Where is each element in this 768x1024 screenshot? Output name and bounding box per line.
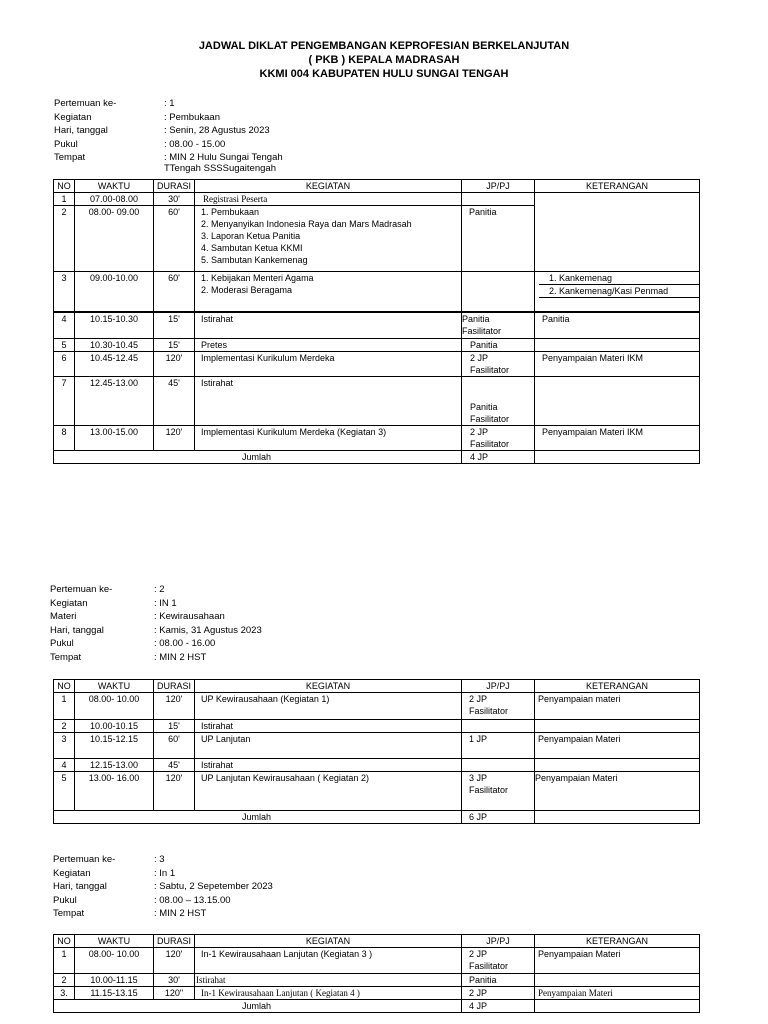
cell-keterangan — [535, 339, 700, 352]
cell-keterangan: Penyampaian Materi IKM — [535, 352, 700, 377]
cell-jp: 1 JP — [462, 733, 535, 759]
info-value: : Kewirausahaan — [154, 611, 225, 622]
cell-durasi: 15' — [154, 720, 195, 733]
col-no: NO — [54, 935, 75, 948]
table-row — [54, 987, 700, 1000]
table-row — [54, 759, 700, 772]
info-label: Materi — [50, 611, 77, 622]
total-value: 6 JP — [462, 811, 535, 824]
cell-kegiatan: 1. Kebijakan Menteri Agama 2. Moderasi Beragama — [195, 272, 462, 312]
cell-keterangan — [535, 720, 700, 733]
cell-durasi: 120' — [154, 426, 195, 451]
cell-durasi: 120' — [154, 693, 195, 720]
cell-no: 5 — [54, 339, 75, 352]
cell-keterangan — [535, 1000, 700, 1013]
cell-kegiatan: In-1 Kewirausahaan Lanjutan ( Kegiatan 4 ) — [195, 987, 462, 1000]
table-total-row — [54, 811, 700, 824]
cell-keterangan: Penyampaian Materi — [535, 987, 700, 1000]
cell-durasi: 120" — [154, 987, 195, 1000]
cell-waktu: 12.45-13.00 — [75, 377, 154, 426]
cell-jp: Panitia Fasilitator — [462, 377, 535, 426]
table-row — [54, 974, 700, 987]
table-row — [54, 193, 700, 206]
info-label — [54, 162, 164, 176]
cell-kegiatan: Istirahat — [195, 377, 462, 426]
info-label: Tempat — [53, 908, 85, 919]
info-label: Hari, tanggal — [53, 881, 107, 892]
table-header-row — [54, 180, 700, 193]
session3-table — [53, 934, 700, 1013]
cell-jp: 2 JP — [462, 987, 535, 1000]
total-value: 4 JP — [462, 1000, 535, 1013]
cell-jp — [462, 720, 535, 733]
cell-no: 2 — [54, 206, 75, 272]
cell-waktu: 08.00- 10.00 — [75, 948, 154, 974]
info-value: : IN 1 — [154, 597, 177, 609]
cell-kegiatan: Istirahat — [195, 312, 462, 339]
cell-keterangan — [535, 193, 700, 272]
cell-durasi: 30' — [154, 193, 195, 206]
cell-keterangan — [535, 974, 700, 987]
cell-durasi: 60' — [154, 272, 195, 312]
cell-no: 4 — [54, 759, 75, 772]
cell-keterangan — [535, 451, 700, 464]
cell-no: 1 — [54, 693, 75, 720]
col-kegiatan: KEGIATAN — [195, 935, 462, 948]
info-label: Hari, tanggal — [54, 125, 108, 136]
cell-keterangan: Penyampaian materi — [535, 693, 700, 720]
col-kegiatan: KEGIATAN — [195, 180, 462, 193]
info-label: Pertemuan ke- — [54, 98, 117, 109]
cell-kegiatan: UP Lanjutan — [195, 733, 462, 759]
cell-durasi: 45' — [154, 377, 195, 426]
keterangan-item: 2. Kankemenag/Kasi Penmad — [539, 285, 699, 298]
info-label: Pukul — [50, 638, 74, 649]
cell-durasi: 45' — [154, 759, 195, 772]
info-value: : MIN 2 HST — [154, 651, 207, 663]
col-jp: JP/PJ — [462, 180, 535, 193]
info-value: : MIN 2 Hulu Sungai Tengah — [164, 152, 283, 163]
cell-jp: 2 JP Fasilitator — [462, 948, 535, 974]
session2-table — [53, 679, 700, 824]
col-durasi: DURASI — [154, 935, 195, 948]
cell-waktu: 10.30-10.45 — [75, 339, 154, 352]
col-no: NO — [54, 680, 75, 693]
cell-no: 5 — [54, 772, 75, 811]
info-value: : MIN 2 HST — [154, 908, 207, 919]
cell-kegiatan: Implementasi Kurikulum Merdeka (Kegiatan 3) — [195, 426, 462, 451]
info-value: : 08.00 - 15.00 — [164, 138, 226, 150]
info-label: Tempat — [50, 651, 82, 663]
info-value: : 08.00 – 13.15.00 — [154, 894, 231, 906]
cell-no: 7 — [54, 377, 75, 426]
cell-jp: 3 JP Fasilitator — [462, 772, 535, 811]
cell-waktu: 08.00- 09.00 — [75, 206, 154, 272]
table-header-row — [54, 935, 700, 948]
cell-no: 2 — [54, 974, 75, 987]
cell-kegiatan: Implementasi Kurikulum Merdeka — [195, 352, 462, 377]
table-row — [54, 339, 700, 352]
col-no: NO — [54, 180, 75, 193]
info-value: : In 1 — [154, 867, 176, 879]
cell-no: 2 — [54, 720, 75, 733]
cell-no: 1 — [54, 193, 75, 206]
table-row — [54, 312, 700, 339]
cell-jp — [462, 193, 535, 206]
col-keterangan: KETERANGAN — [535, 180, 700, 193]
cell-waktu: 11.15-13.15 — [75, 987, 154, 1000]
cell-keterangan: Penyampaian Materi IKM — [535, 426, 700, 451]
col-keterangan: KETERANGAN — [535, 935, 700, 948]
cell-durasi: 60' — [154, 206, 195, 272]
cell-keterangan: Panitia — [535, 312, 700, 339]
cell-no: 8 — [54, 426, 75, 451]
cell-no: 3. — [54, 987, 75, 1000]
cell-no: 4 — [54, 312, 75, 339]
table-header-row — [54, 680, 700, 693]
col-jp: JP/PJ — [462, 935, 535, 948]
cell-waktu: 12.15-13.00 — [75, 759, 154, 772]
cell-jp: 2 JP Fasilitator — [462, 426, 535, 451]
cell-waktu: 08.00- 10.00 — [75, 693, 154, 720]
cell-durasi: 120' — [154, 772, 195, 811]
cell-waktu: 10.00-11.15 — [75, 974, 154, 987]
cell-waktu: 10.15-10.30 — [75, 312, 154, 339]
cell-jp — [462, 759, 535, 772]
total-label: Jumlah — [54, 1000, 462, 1013]
cell-kegiatan: 1. Pembukaan 2. Menyanyikan Indonesia Raya dan Mars Madrasah 3. Laporan Ketua Panitia 4. Sambutan Ketua KKMI 5. Sambutan Kankemenag — [195, 206, 462, 272]
info-label: Kegiatan — [54, 111, 92, 123]
cell-waktu: 09.00-10.00 — [75, 272, 154, 312]
table-row — [54, 948, 700, 974]
cell-keterangan: Penyampaian Materi — [535, 772, 700, 811]
cell-waktu: 07.00-08.00 — [75, 193, 154, 206]
info-value: TTengah SSSSugaitengah — [164, 162, 276, 174]
cell-kegiatan: UP Kewirausahaan (Kegiatan 1) — [195, 693, 462, 720]
info-value: : Pembukaan — [164, 111, 220, 123]
cell-jp: Panitia — [462, 974, 535, 987]
session3-info — [53, 853, 273, 921]
cell-no: 1 — [54, 948, 75, 974]
table-row — [54, 772, 700, 811]
cell-keterangan: Penyampaian Materi — [535, 733, 700, 759]
cell-keterangan — [535, 272, 700, 312]
table-total-row — [54, 1000, 700, 1013]
cell-waktu: 10.00-10.15 — [75, 720, 154, 733]
col-keterangan: KETERANGAN — [535, 680, 700, 693]
info-value: : 1 — [164, 98, 175, 109]
info-label: Pukul — [53, 894, 77, 906]
cell-durasi: 30' — [154, 974, 195, 987]
cell-jp: 2 JP Fasilitator — [462, 352, 535, 377]
cell-jp: Panitia — [462, 339, 535, 352]
cell-kegiatan: In-1 Kewirausahaan Lanjutan (Kegiatan 3 ) — [195, 948, 462, 974]
doc-title-line2: ( PKB ) KEPALA MADRASAH — [308, 54, 460, 66]
cell-kegiatan: Registrasi Peserta — [195, 193, 462, 206]
table-row — [54, 693, 700, 720]
info-label: Pertemuan ke- — [53, 854, 116, 865]
col-durasi: DURASI — [154, 180, 195, 193]
cell-jp: 2 JP Fasilitator — [462, 693, 535, 720]
info-value: : Kamis, 31 Agustus 2023 — [154, 624, 262, 636]
cell-keterangan — [535, 811, 700, 824]
cell-no: 3 — [54, 733, 75, 759]
info-label: Tempat — [54, 152, 86, 163]
cell-kegiatan: Istirahat — [195, 720, 462, 733]
session2-info — [50, 583, 262, 664]
table-row — [54, 352, 700, 377]
cell-waktu: 13.00- 16.00 — [75, 772, 154, 811]
cell-jp: Panitia Fasilitator — [462, 312, 535, 339]
info-value: : 2 — [154, 584, 165, 595]
info-label: Pukul — [54, 138, 78, 150]
table-row — [54, 272, 700, 312]
keterangan-item: 1. Kankemenag — [539, 272, 699, 285]
cell-waktu: 10.15-12.15 — [75, 733, 154, 759]
cell-no: 6 — [54, 352, 75, 377]
table-row — [54, 733, 700, 759]
cell-durasi: 60' — [154, 733, 195, 759]
doc-title-line1: JADWAL DIKLAT PENGEMBANGAN KEPROFESIAN BERKELANJUTAN — [198, 40, 570, 52]
cell-keterangan — [535, 759, 700, 772]
cell-waktu: 10.45-12.45 — [75, 352, 154, 377]
cell-durasi: 15' — [154, 312, 195, 339]
cell-jp — [462, 272, 535, 312]
info-label: Kegiatan — [53, 867, 91, 879]
col-kegiatan: KEGIATAN — [195, 680, 462, 693]
total-value: 4 JP — [462, 451, 535, 464]
cell-keterangan: Penyampaian Materi — [535, 948, 700, 974]
cell-kegiatan: Istirahat — [195, 759, 462, 772]
table-total-row — [54, 451, 700, 464]
cell-durasi: 120' — [154, 352, 195, 377]
col-durasi: DURASI — [154, 680, 195, 693]
table-row — [54, 426, 700, 451]
info-value: : Sabtu, 2 Sepetember 2023 — [154, 881, 273, 892]
cell-kegiatan: Pretes — [195, 339, 462, 352]
col-jp: JP/PJ — [462, 680, 535, 693]
cell-durasi: 15' — [154, 339, 195, 352]
cell-kegiatan: UP Lanjutan Kewirausahaan ( Kegiatan 2) — [195, 772, 462, 811]
total-label: Jumlah — [54, 811, 462, 824]
info-label: Kegiatan — [50, 597, 88, 609]
info-label: Hari, tanggal — [50, 624, 104, 636]
cell-kegiatan: Istirahat — [195, 974, 462, 987]
doc-title-line3: KKMI 004 KABUPATEN HULU SUNGAI TENGAH — [259, 68, 509, 80]
cell-jp: Panitia — [462, 206, 535, 272]
info-value: : 08.00 - 16.00 — [154, 638, 216, 649]
col-waktu: WAKTU — [75, 180, 154, 193]
info-label: Pertemuan ke- — [50, 584, 113, 595]
table-row — [54, 377, 700, 426]
info-value: : 3 — [154, 854, 165, 865]
cell-durasi: 120' — [154, 948, 195, 974]
col-waktu: WAKTU — [75, 680, 154, 693]
cell-waktu: 13.00-15.00 — [75, 426, 154, 451]
cell-no: 3 — [54, 272, 75, 312]
info-value: : Senin, 28 Agustus 2023 — [164, 125, 270, 136]
session1-table — [53, 179, 700, 464]
session1-info — [54, 97, 283, 175]
col-waktu: WAKTU — [75, 935, 154, 948]
table-row — [54, 720, 700, 733]
total-label: Jumlah — [54, 451, 462, 464]
cell-keterangan — [535, 377, 700, 426]
